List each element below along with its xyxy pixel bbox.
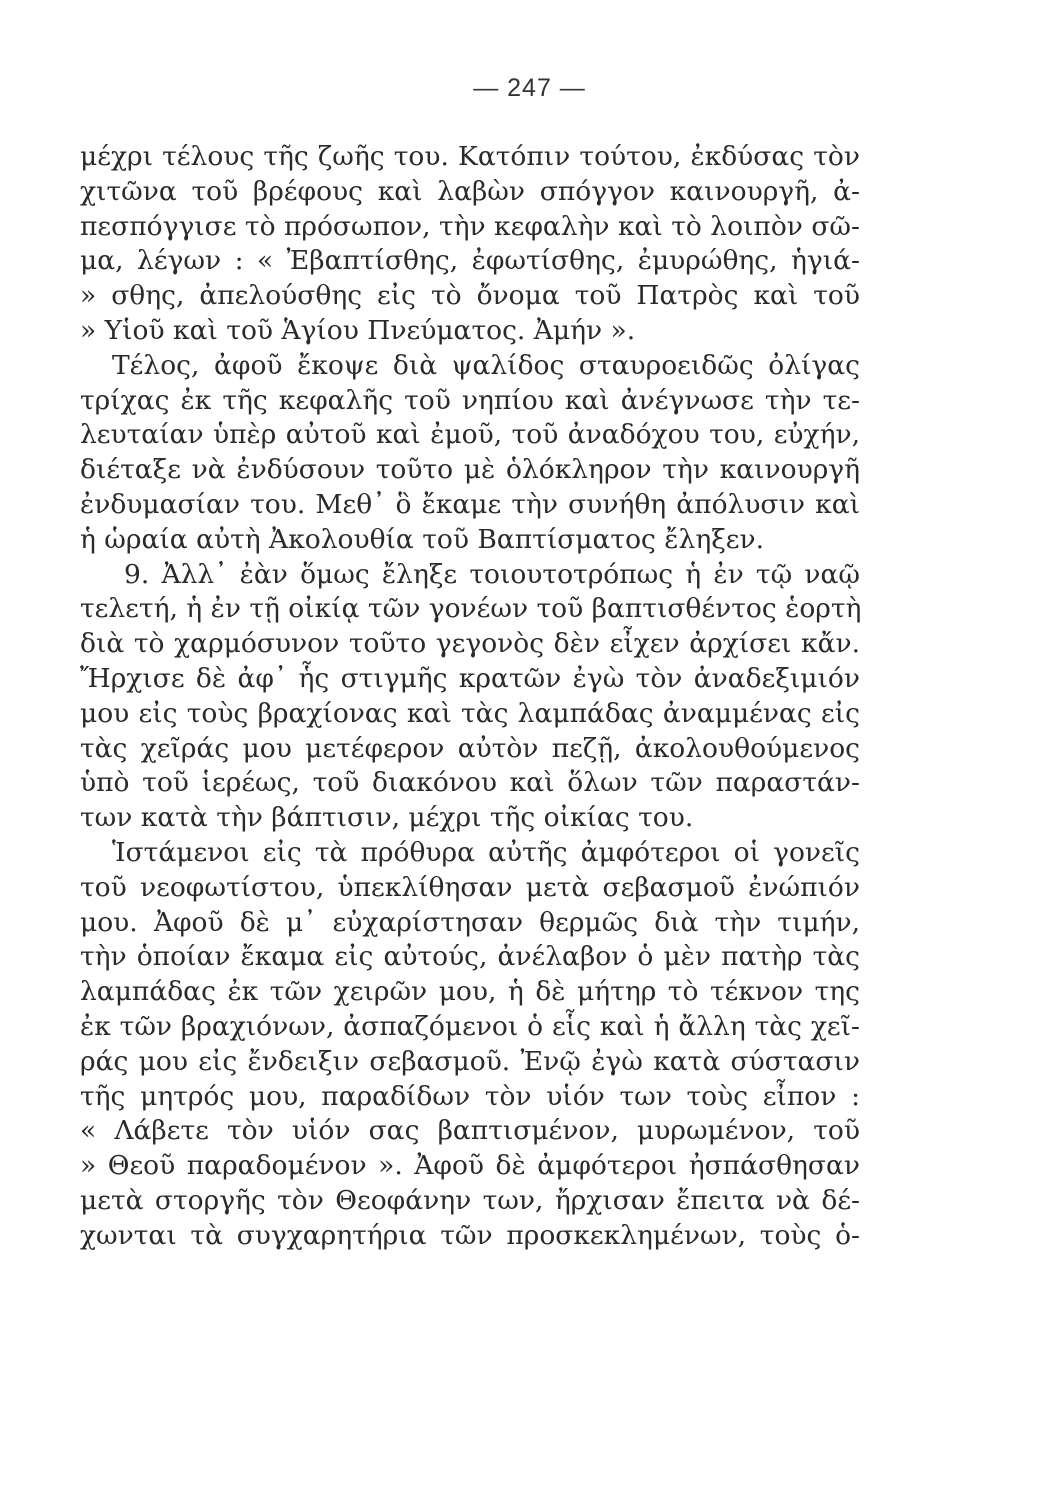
- text-line: 9. Ἀλλ᾽ ἐὰν ὅμως ἔληξε τοιουτοτρόπως ἡ ἐν τῷ ναῷ: [124, 558, 860, 590]
- text-line: » Υἱοῦ καὶ τοῦ Ἁγίου Πνεύματος. Ἀμήν ».: [80, 314, 636, 346]
- text-line: πεσπόγγισε τὸ πρόσωπον, τὴν κεφαλὴν καὶ τὸ λοιπὸν σῶ-: [80, 210, 860, 242]
- text-line: « Λάβετε τὸν υἱόν σας βαπτισμένον, μυρωμένον, τοῦ: [80, 1115, 860, 1147]
- text-line: μέχρι τέλους τῆς ζωῆς του. Κατόπιν τούτου, ἐκδύσας τὸν: [80, 141, 860, 172]
- text-line: τελετή, ἡ ἐν τῇ οἰκίᾳ τῶν γονέων τοῦ βαπτισθέντος ἑορτὴ: [80, 593, 862, 625]
- text-line: ράς μου εἰς ἔνδειξιν σεβασμοῦ. Ἐνῷ ἐγὼ κατὰ σύστασιν: [80, 1045, 860, 1077]
- page-number: — 247 —: [473, 74, 586, 102]
- text-line: λευταίαν ὑπὲρ αὐτοῦ καὶ ἐμοῦ, τοῦ ἀναδόχου του, εὐχήν,: [80, 419, 860, 451]
- text-line: Ἱστάμενοι εἰς τὰ πρόθυρα αὐτῆς ἀμφότεροι οἱ γονεῖς: [112, 836, 860, 868]
- text-line: μα, λέγων : « Ἐβαπτίσθης, ἐφωτίσθης, ἐμυρώθης, ἡγιά-: [80, 245, 860, 277]
- text-line: μου. Ἀφοῦ δὲ μ᾽ εὐχαρίστησαν θερμῶς διὰ τὴν τιμήν,: [80, 906, 860, 938]
- text-line: τὰς χεῖράς μου μετέφερον αὐτὸν πεζῇ, ἀκολουθούμενος: [80, 732, 860, 764]
- text-line: Ἤρχισε δὲ ἀφ᾽ ἧς στιγμῆς κρατῶν ἐγὼ τὸν ἀναδεξιμιόν: [80, 662, 860, 694]
- text-line: λαμπάδας ἐκ τῶν χειρῶν μου, ἡ δὲ μήτηρ τὸ τέκνον της: [80, 976, 860, 1008]
- text-line: τρίχας ἐκ τῆς κεφαλῆς τοῦ νηπίου καὶ ἀνέγνωσε τὴν τε-: [80, 384, 860, 416]
- text-line: διέταξε νὰ ἐνδύσουν τοῦτο μὲ ὁλόκληρον τὴν καινουργῆ: [80, 454, 860, 486]
- text-line: μου εἰς τοὺς βραχίονας καὶ τὰς λαμπάδας ἀναμμένας εἰς: [80, 697, 860, 729]
- text-line: των κατὰ τὴν βάπτισιν, μέχρι τῆς οἰκίας του.: [80, 802, 694, 834]
- text-line: ἐνδυμασίαν του. Μεθ᾽ ὃ ἔκαμε τὴν συνήθη ἀπόλυσιν καὶ: [80, 488, 860, 520]
- text-line: μετὰ στοργῆς τὸν Θεοφάνην των, ἤρχισαν ἔπειτα νὰ δέ-: [80, 1184, 860, 1216]
- text-line: τῆς μητρός μου, παραδίδων τὸν υἱόν των τοὺς εἶπον :: [80, 1080, 860, 1112]
- text-line: τοῦ νεοφωτίστου, ὑπεκλίθησαν μετὰ σεβασμοῦ ἐνώπιόν: [80, 871, 860, 903]
- body-text: [80, 140, 860, 1254]
- text-line: ὑπὸ τοῦ ἱερέως, τοῦ διακόνου καὶ ὅλων τῶν παραστάν-: [80, 767, 860, 799]
- text-line: ἐκ τῶν βραχιόνων, ἀσπαζόμενοι ὁ εἷς καὶ ἡ ἄλλη τὰς χεῖ-: [80, 1010, 860, 1042]
- text-line: χωνται τὰ συγχαρητήρια τῶν προσκεκλημένων, τοὺς ὁ-: [80, 1219, 860, 1251]
- text-line: διὰ τὸ χαρμόσυνον τοῦτο γεγονὸς δὲν εἶχεν ἀρχίσει κἄν.: [80, 628, 860, 660]
- text-line: τὴν ὁποίαν ἔκαμα εἰς αὐτούς, ἀνέλαβον ὁ μὲν πατὴρ τὰς: [80, 941, 860, 973]
- text-line: Τέλος, ἀφοῦ ἔκοψε διὰ ψαλίδος σταυροειδῶς ὀλίγας: [112, 349, 860, 381]
- text-line: » Θεοῦ παραδομένον ». Ἀφοῦ δὲ ἀμφότεροι ἠσπάσθησαν: [80, 1150, 860, 1182]
- text-line: χιτῶνα τοῦ βρέφους καὶ λαβὼν σπόγγον καινουργῆ, ἀ-: [80, 175, 860, 207]
- text-line: ἡ ὡραία αὐτὴ Ἀκολουθία τοῦ Βαπτίσματος ἔληξεν.: [80, 523, 765, 555]
- text-line: » σθης, ἀπελούσθης εἰς τὸ ὄνομα τοῦ Πατρὸς καὶ τοῦ: [80, 280, 860, 312]
